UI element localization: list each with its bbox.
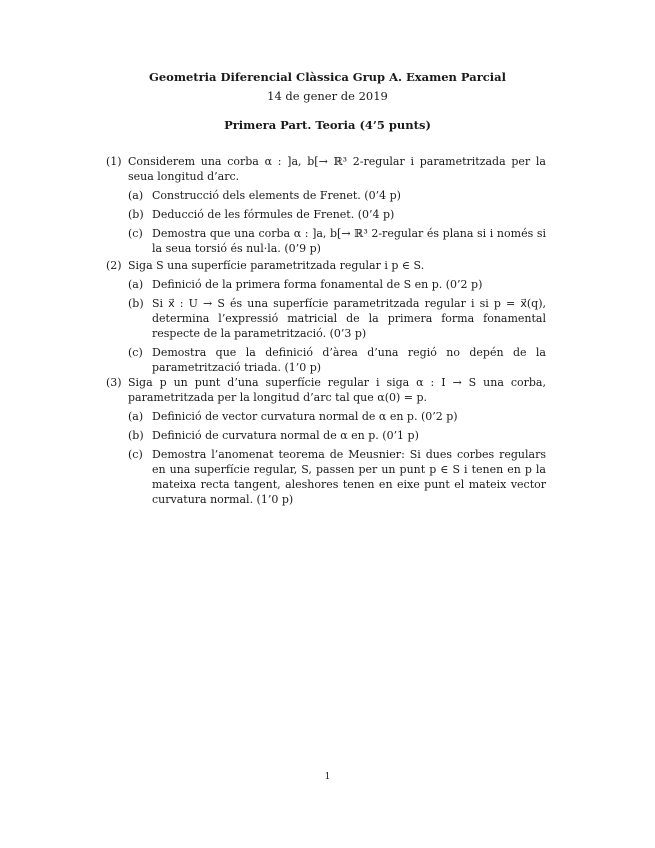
- question-2: [106, 258, 546, 375]
- sub-question-label: (b): [128, 429, 144, 442]
- sub-question-label: (b): [128, 208, 144, 221]
- question-stem: Siga p un punt d’una superfície regular i siga α : I → S una corba, parametritzada per la longitud d’arc tal que α(0) = p.: [128, 376, 546, 404]
- sub-question-text: Demostra que una corba α : ]a, b[→ ℝ³ 2-regular és plana si i només si la seua torsió és nul·la. (0’9 p): [152, 227, 546, 255]
- sub-question: [128, 409, 546, 424]
- sub-question-label: (a): [128, 410, 144, 423]
- sub-question-label: (c): [128, 448, 143, 461]
- page-number: 1: [324, 772, 331, 782]
- question-number: (3): [106, 376, 122, 389]
- sub-question-label: (a): [128, 189, 144, 202]
- sub-question-label: (c): [128, 346, 143, 359]
- sub-question: [128, 207, 546, 222]
- sub-question-label: (a): [128, 278, 144, 291]
- sub-question: [128, 428, 546, 443]
- question-1: [106, 154, 546, 256]
- sub-question-label: (b): [128, 297, 144, 310]
- sub-question: [128, 188, 546, 203]
- question-3: [106, 375, 546, 507]
- question-stem: Considerem una corba α : ]a, b[→ ℝ³ 2-regular i parametritzada per la seua longitud d’arc.: [128, 155, 546, 183]
- sub-question-text: Si x⃗ : U → S és una superfície parametritzada regular i si p = x⃗(q), determina l’expressió matricial de la primera forma fonamental respecte de la parametrització. (0’3 p): [152, 297, 546, 340]
- sub-question-text: Demostra l’anomenat teorema de Meusnier: Si dues corbes regulars en una superfície regular, S, passen per un punt p ∈ S i tenen en p la mateixa recta tangent, aleshores tenen en eixe punt el mateix vector curvatura normal. (1’0 p): [152, 448, 546, 506]
- sub-question: [128, 296, 546, 341]
- sub-question: [128, 226, 546, 256]
- sub-question-text: Definició de vector curvatura normal de α en p. (0’2 p): [152, 410, 458, 423]
- sub-question-text: Deducció de les fórmules de Frenet. (0’4 p): [152, 208, 395, 221]
- sub-question-text: Construcció dels elements de Frenet. (0’4 p): [152, 189, 401, 202]
- question-number: (2): [106, 259, 122, 272]
- sub-question-text: Definició de la primera forma fonamental de S en p. (0’2 p): [152, 278, 483, 291]
- sub-question-text: Demostra que la definició d’àrea d’una regió no depén de la parametrització triada. (1’0 p): [152, 346, 546, 374]
- question-number: (1): [106, 155, 122, 168]
- exam-date: 14 de gener de 2019: [267, 89, 388, 103]
- question-stem: Siga S una superfície parametritzada regular i p ∈ S.: [128, 259, 425, 272]
- sub-question: [128, 345, 546, 375]
- sub-question: [128, 447, 546, 507]
- sub-question-text: Definició de curvatura normal de α en p. (0’1 p): [152, 429, 419, 442]
- sub-question-label: (c): [128, 227, 143, 240]
- sub-question: [128, 277, 546, 292]
- exam-title: Geometria Diferencial Clàssica Grup A. Examen Parcial: [149, 70, 506, 84]
- part-heading: Primera Part. Teoria (4’5 punts): [224, 118, 431, 132]
